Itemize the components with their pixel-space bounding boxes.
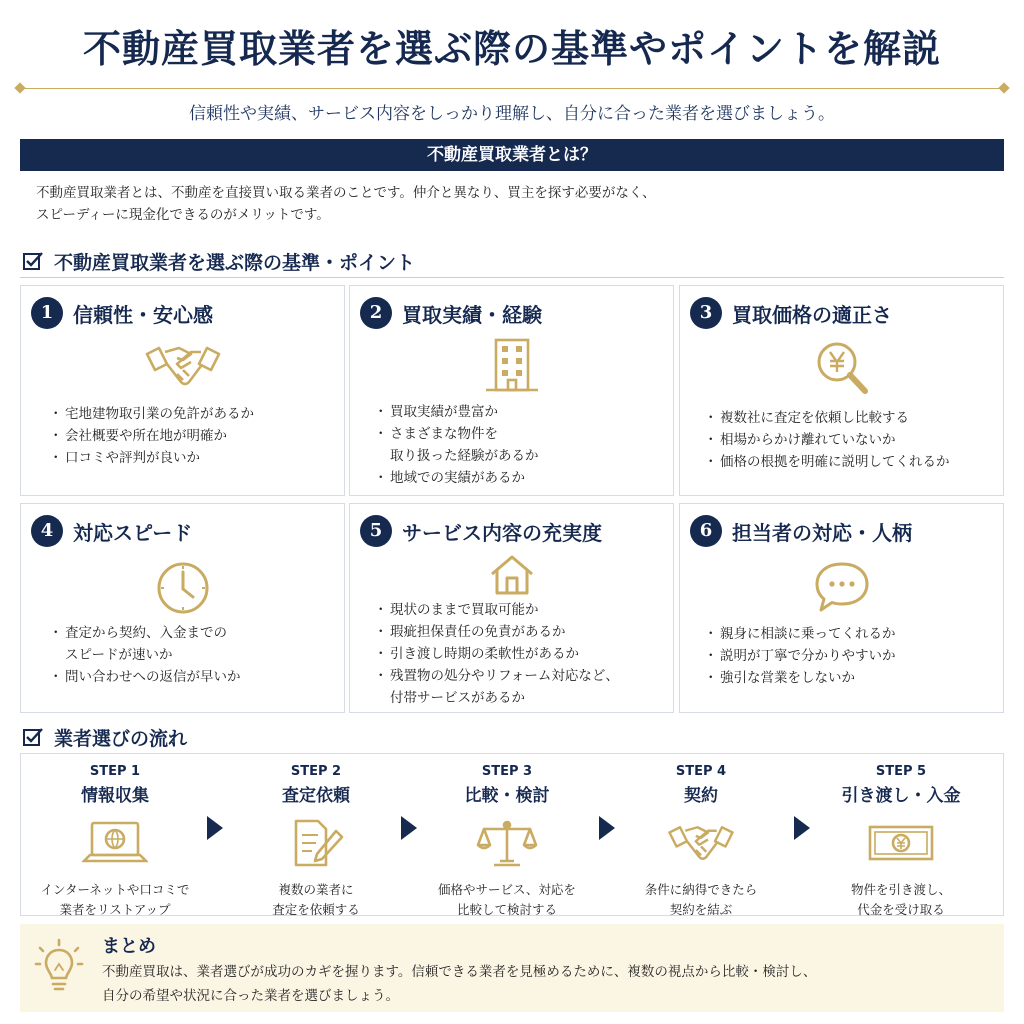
card-bullets: [376, 599, 619, 709]
criteria-card-4: [20, 503, 345, 713]
step-desc-line: 比較して検討する: [456, 902, 557, 917]
bullet-item: ・ 親身に相談に乗ってくれるか: [706, 623, 896, 645]
bullet-item: ・ 引き渡し時期の柔軟性があるか: [376, 643, 619, 665]
card-number: 4: [31, 515, 63, 547]
card-title: 買取価格の適正さ: [732, 302, 892, 327]
bullet-item: ・ 口コミや評判が良いか: [51, 447, 254, 469]
step-description: [611, 880, 791, 920]
summary-box: [20, 924, 1004, 1012]
step-4: [611, 754, 791, 920]
criteria-card-6: [679, 503, 1004, 713]
criteria-heading: [22, 247, 415, 275]
step-5: [811, 754, 991, 920]
laptop-globe-icon: [80, 816, 150, 870]
building-icon: [350, 336, 673, 394]
bullet-continuation: [51, 644, 241, 666]
card-header: [360, 297, 542, 329]
step-desc-line: 複数の業者に: [278, 882, 354, 897]
yen-magnifier-icon: [680, 338, 1003, 398]
card-bullets: [706, 407, 950, 473]
criteria-card-1: [20, 285, 345, 496]
bullet-item: ・ 宅地建物取引業の免許があるか: [51, 403, 254, 425]
criteria-card-5: [349, 503, 674, 713]
bullet-item: ・ 瑕疵担保責任の免責があるか: [376, 621, 619, 643]
bullet-item: ・ 複数社に査定を依頼し比較する: [706, 407, 950, 429]
step-desc-line: 業者をリストアップ: [59, 902, 171, 917]
clock-icon: [21, 560, 344, 616]
step-label: STEP 5: [875, 764, 927, 779]
bullet-continuation-text: スピードが速いか: [65, 647, 173, 663]
card-title: 担当者の対応・人柄: [732, 520, 912, 545]
flow-steps: [20, 753, 1004, 916]
scales-icon: [472, 816, 542, 870]
lightbulb-icon: [34, 936, 84, 1004]
criteria-card-2: [349, 285, 674, 496]
step-title: 査定依頼: [282, 786, 350, 806]
step-desc-line: 代金を受け取る: [857, 902, 945, 917]
step-desc-line: 契約を結ぶ: [669, 902, 733, 917]
handshake-icon: [666, 816, 736, 870]
card-header: [31, 515, 192, 547]
about-line: スピーディーに現金化できるのがメリットです。: [36, 207, 330, 223]
criteria-card-3: [679, 285, 1004, 496]
step-arrow-icon: [401, 816, 417, 840]
bullet-item: ・ 会社概要や所在地が明確か: [51, 425, 254, 447]
step-label: STEP 1: [89, 764, 141, 779]
bullet-continuation: [376, 687, 619, 709]
card-title: 信頼性・安心感: [73, 302, 213, 327]
bullet-item: ・ 地域での実績があるか: [376, 467, 539, 489]
card-number: 1: [31, 297, 63, 329]
bullet-item: ・ 現状のままで買取可能か: [376, 599, 619, 621]
card-bullets: [376, 401, 539, 489]
step-desc-line: 物件を引き渡し、: [850, 882, 951, 897]
page-subtitle: 信頼性や実績、サービス内容をしっかり理解し、自分に合った業者を選びましょう。: [189, 104, 835, 124]
card-number: 3: [690, 297, 722, 329]
step-title: 比較・検討: [464, 786, 550, 806]
bullet-item: ・ 強引な営業をしないか: [706, 667, 896, 689]
card-header: [690, 515, 912, 547]
summary-title: まとめ: [102, 936, 156, 957]
step-label: STEP 4: [675, 764, 727, 779]
bullet-item: ・ さまざまな物件を: [376, 423, 539, 445]
card-bullets: [706, 623, 896, 689]
step-description: [25, 880, 205, 920]
bullet-item: ・ 相場からかけ離れていないか: [706, 429, 950, 451]
checkbox-icon: [22, 250, 44, 272]
step-desc-line: 条件に納得できたら: [644, 882, 758, 897]
step-arrow-icon: [794, 816, 810, 840]
card-number: 2: [360, 297, 392, 329]
bullet-item: ・ 残置物の処分やリフォーム対応など、: [376, 665, 619, 687]
card-number: 6: [690, 515, 722, 547]
bullet-item: ・ 価格の根拠を明確に説明してくれるか: [706, 451, 950, 473]
card-bullets: [51, 403, 254, 469]
step-3: [417, 754, 597, 920]
step-desc-line: インターネットや口コミで: [40, 882, 190, 897]
summary-line: 自分の希望や状況に合った業者を選びましょう。: [102, 988, 399, 1004]
card-bullets: [51, 622, 241, 688]
step-2: [226, 754, 406, 920]
step-title: 引き渡し・入金: [841, 786, 961, 806]
handshake-icon: [21, 338, 344, 394]
step-label: STEP 3: [481, 764, 533, 779]
about-line: 不動産買取業者とは、不動産を直接買い取る業者のことです。仲介と異なり、買主を探す必要がなく、: [36, 185, 656, 201]
card-header: [690, 297, 892, 329]
step-description: [417, 880, 597, 920]
banknote-icon: [866, 816, 936, 870]
bullet-continuation: [376, 445, 539, 467]
page-title: 不動産買取業者を選ぶ際の基準やポイントを解説: [82, 26, 941, 71]
step-1: [25, 754, 205, 920]
bullet-continuation-text: 付帯サービスがあるか: [390, 690, 525, 706]
checkbox-icon: [22, 726, 44, 748]
chat-bubble-icon: [680, 560, 1003, 614]
bullet-item: ・ 説明が丁寧で分かりやすいか: [706, 645, 896, 667]
summary-line: 不動産買取は、業者選びが成功のカギを握ります。信頼できる業者を見極めるために、複数の視点から比較・検討し、: [102, 964, 817, 980]
summary-text: [102, 960, 816, 1008]
about-banner: 不動産買取業者とは？: [20, 139, 1004, 171]
step-description: [226, 880, 406, 920]
about-text: [36, 182, 996, 226]
step-label: STEP 2: [290, 764, 342, 779]
divider-diamond-right: [998, 82, 1009, 93]
card-title: サービス内容の充実度: [402, 520, 602, 545]
divider-diamond-left: [14, 82, 25, 93]
step-desc-line: 査定を依頼する: [272, 902, 360, 917]
card-header: [31, 297, 213, 329]
step-arrow-icon: [207, 816, 223, 840]
step-title: 情報収集: [81, 786, 149, 806]
criteria-rule: [20, 277, 1004, 278]
bullet-item: ・ 査定から契約、入金までの: [51, 622, 241, 644]
step-description: [811, 880, 991, 920]
house-icon: [350, 554, 673, 596]
bullet-continuation-text: 取り扱った経験があるか: [390, 448, 539, 464]
step-desc-line: 価格やサービス、対応を: [438, 882, 576, 897]
card-title: 対応スピード: [73, 520, 193, 545]
title-divider: [20, 88, 1004, 89]
card-header: [360, 515, 602, 547]
step-title: 契約: [684, 786, 718, 806]
flow-heading-label: 業者選びの流れ: [54, 727, 188, 750]
card-number: 5: [360, 515, 392, 547]
bullet-item: ・ 問い合わせへの返信が早いか: [51, 666, 241, 688]
card-title: 買取実績・経験: [402, 302, 542, 327]
flow-heading: [22, 723, 187, 751]
criteria-heading-label: 不動産買取業者を選ぶ際の基準・ポイント: [54, 251, 416, 274]
document-pen-icon: [281, 816, 351, 870]
bullet-item: ・ 買取実績が豊富か: [376, 401, 539, 423]
